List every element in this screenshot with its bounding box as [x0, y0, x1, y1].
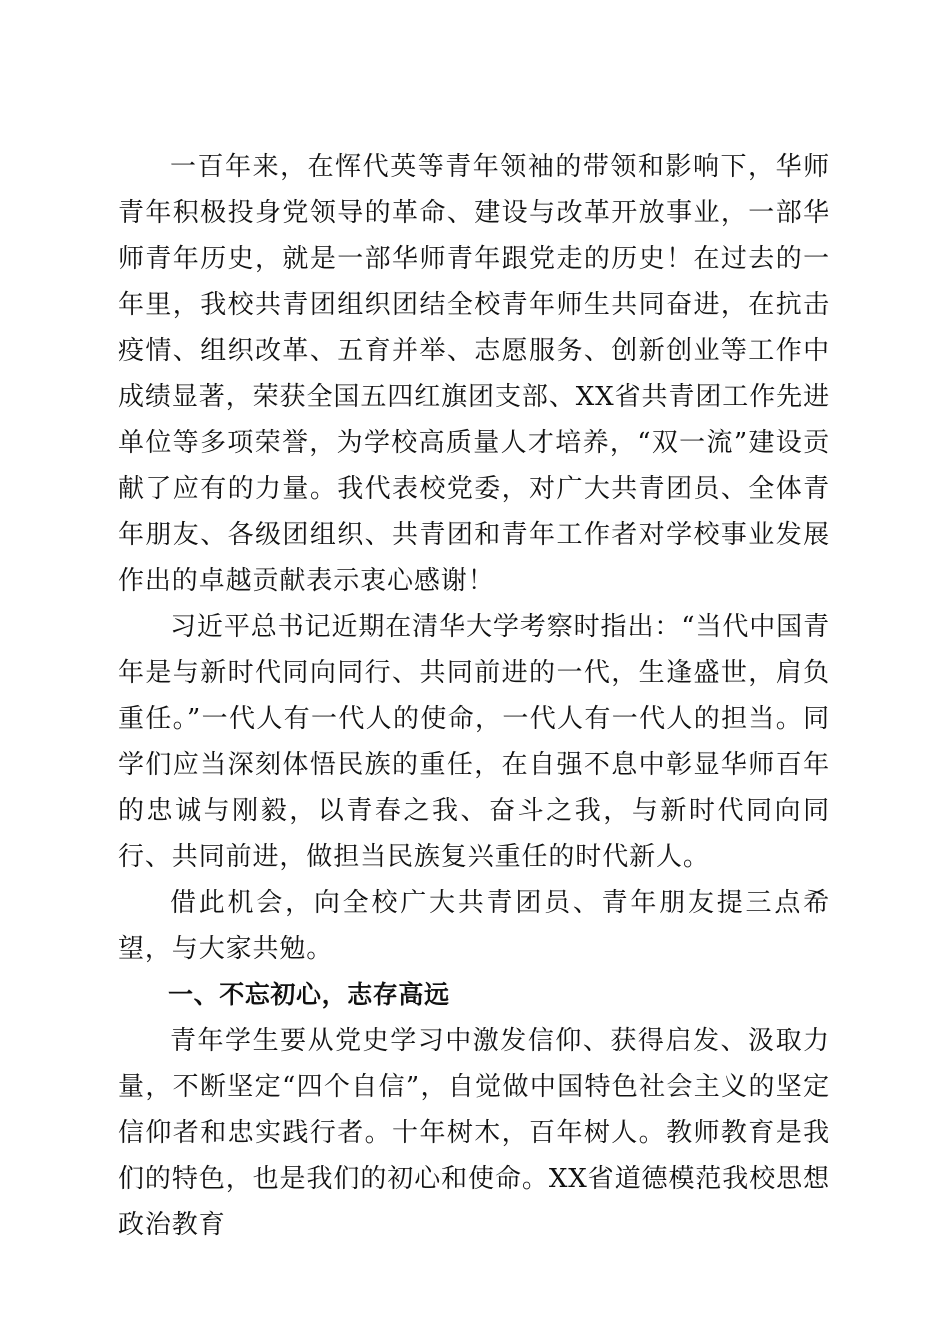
- document-body: [118, 144, 830, 1248]
- paragraph-section-one: 青年学生要从党史学习中激发信仰、获得启发、汲取力量，不断坚定“四个自信”，自觉做中国特色社会主义的坚定信仰者和忠实践行者。十年树木，百年树人。教师教育是我们的特色，也是我们的初心和使命。XX省道德模范我校思想政治教育: [118, 1026, 830, 1240]
- paragraph-history: 一百年来，在恽代英等青年领袖的带领和影响下，华师青年积极投身党领导的革命、建设与改革开放事业，一部华师青年历史，就是一部华师青年跟党走的历史！在过去的一年里，我校共青团组织团结全校青年师生共同奋进，在抗击疫情、组织改革、五育并举、志愿服务、创新创业等工作中成绩显著，荣获全国五四红旗团支部、XX省共青团工作先进单位等多项荣誉，为学校高质量人才培养，“双一流”建设贡献了应有的力量。我代表校党委，对广大共青团员、全体青年朋友、各级团组织、共青团和青年工作者对学校事业发展作出的卓越贡献表示衷心感谢！: [118, 152, 830, 596]
- paragraph-xi-quote: 习近平总书记近期在清华大学考察时指出：“当代中国青年是与新时代同向同行、共同前进的一代，生逢盛世，肩负重任。”一代人有一代人的使命，一代人有一代人的担当。同学们应当深刻体悟民族的重任，在自强不息中彰显华师百年的忠诚与刚毅，以青春之我、奋斗之我，与新时代同向同行、共同前进，做担当民族复兴重任的时代新人。: [118, 612, 830, 872]
- section-heading: 一、不忘初心，志存高远: [168, 980, 450, 1009]
- paragraph-hopes-intro: 借此机会，向全校广大共青团员、青年朋友提三点希望，与大家共勉。: [118, 888, 830, 964]
